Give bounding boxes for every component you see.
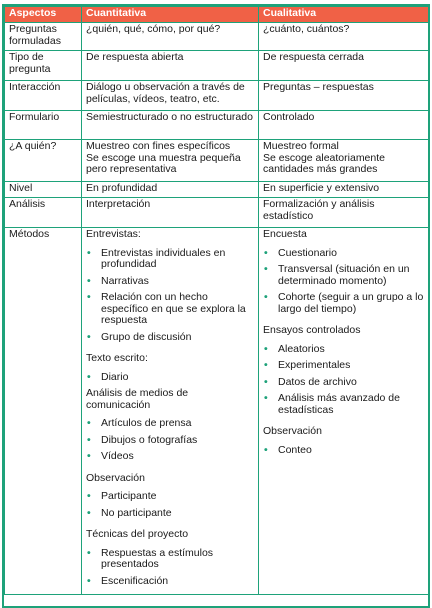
list-item: • Respuestas a estímulos presentados	[87, 546, 214, 570]
bullet-list	[86, 548, 254, 588]
table-row	[5, 198, 429, 228]
section-heading: Ensayos controlados	[263, 324, 361, 336]
list-item: • Transversal (situación en un determinado momento)	[264, 263, 410, 287]
table-row	[5, 23, 429, 51]
list-item: • Escenificación	[87, 574, 169, 587]
list-item: • Datos de archivo	[264, 375, 357, 388]
bullet-icon: •	[264, 392, 268, 404]
bullet-list	[86, 418, 254, 463]
list-item: • Análisis más avanzado de estadísticas	[264, 392, 400, 416]
cell-cualitativa: Controlado	[259, 111, 429, 140]
table-row	[5, 140, 429, 182]
bullet-icon: •	[87, 417, 91, 429]
cell-cualitativa	[259, 140, 429, 182]
section-heading: Entrevistas:	[86, 228, 141, 240]
row-label: Formulario	[5, 111, 82, 140]
cell-cualitativa: En superficie y extensivo	[259, 182, 429, 198]
cell-cualitativa: Preguntas – respuestas	[259, 81, 429, 111]
list-item: • No participante	[87, 506, 172, 519]
bullet-icon: •	[87, 246, 91, 259]
row-label: Interacción	[5, 81, 82, 111]
bullet-list	[263, 445, 424, 457]
table-row	[5, 182, 429, 198]
bullet-icon: •	[264, 443, 268, 456]
bullet-list	[86, 248, 254, 344]
bullet-icon: •	[87, 291, 91, 303]
comparison-table	[4, 6, 429, 595]
header-cualitativa: Cualitativa	[259, 7, 429, 23]
cell-cualitativa: Formalización y análisis estadístico	[259, 198, 429, 228]
header-cuantitativa: Cuantitativa	[82, 7, 259, 23]
row-label: ¿A quién?	[5, 140, 82, 182]
list-item: • Entrevistas individuales en profundidad	[87, 246, 226, 270]
bullet-icon: •	[264, 291, 268, 303]
section-heading: Observación	[86, 471, 145, 484]
list-item: • Vídeos	[87, 450, 134, 462]
cell-text: Se escoge aleatoriamente cantidades más grandes	[263, 151, 385, 175]
cell-cuantitativa	[82, 140, 259, 182]
row-label: Análisis	[5, 198, 82, 228]
list-item: • Experimentales	[264, 359, 351, 371]
bullet-icon: •	[264, 342, 268, 355]
row-label: Preguntas formuladas	[5, 23, 82, 51]
cell-cuantitativa: Semiestructurado o no estructurado	[82, 111, 259, 140]
cell-cuantitativa	[82, 228, 259, 595]
table-row	[5, 228, 429, 595]
table-header-row	[5, 7, 429, 23]
list-item: • Narrativas	[87, 274, 149, 287]
cell-cuantitativa: ¿quién, qué, cómo, por qué?	[82, 23, 259, 51]
cell-cuantitativa: De respuesta abierta	[82, 51, 259, 81]
bullet-icon: •	[264, 359, 268, 371]
bullet-list	[86, 491, 254, 519]
bullet-list	[263, 344, 424, 417]
bullet-icon: •	[264, 246, 268, 259]
cell-cualitativa: ¿cuánto, cuántos?	[259, 23, 429, 51]
list-item: • Diario	[87, 370, 129, 383]
bullet-icon: •	[87, 433, 91, 446]
header-aspectos: Aspectos	[5, 7, 82, 23]
bullet-icon: •	[87, 370, 91, 383]
cell-text: Muestreo con fines específicos	[86, 140, 231, 152]
bullet-icon: •	[87, 546, 91, 559]
section-heading: Observación	[263, 425, 322, 437]
cell-cuantitativa: En profundidad	[82, 182, 259, 198]
list-item: • Cohorte (seguir a un grupo a lo largo del tiempo)	[264, 291, 424, 315]
cell-cuantitativa: Interpretación	[82, 198, 259, 228]
row-label: Métodos	[5, 228, 82, 595]
table-row	[5, 111, 429, 140]
list-item: • Aleatorios	[264, 342, 325, 355]
bullet-list	[86, 372, 254, 384]
bullet-icon: •	[87, 574, 91, 587]
cell-cualitativa	[259, 228, 429, 595]
comparison-table-frame	[2, 4, 430, 608]
section-heading: Encuesta	[263, 228, 307, 240]
section-heading: Texto escrito:	[86, 352, 148, 364]
cell-cuantitativa: Diálogo u observación a través de películas, vídeos, teatro, etc.	[82, 81, 259, 111]
list-item: • Dibujos o fotografías	[87, 433, 198, 446]
bullet-list	[263, 248, 424, 316]
list-item: • Cuestionario	[264, 246, 337, 259]
list-item: • Grupo de discusión	[87, 330, 192, 343]
table-row	[5, 51, 429, 81]
bullet-icon: •	[87, 450, 91, 462]
cell-text: Se escoge una muestra pequeña pero representativa	[86, 151, 241, 175]
table-row	[5, 81, 429, 111]
bullet-icon: •	[87, 330, 91, 343]
row-label: Tipo de pregunta	[5, 51, 82, 81]
cell-cualitativa: De respuesta cerrada	[259, 51, 429, 81]
list-item: • Relación con un hecho específico en que se explora la respuesta	[87, 291, 246, 326]
cell-text: Muestreo formal	[263, 140, 339, 152]
bullet-icon: •	[264, 375, 268, 388]
list-item: • Artículos de prensa	[87, 417, 192, 429]
section-heading: Técnicas del proyecto	[86, 528, 189, 540]
bullet-icon: •	[87, 506, 91, 519]
bullet-icon: •	[264, 263, 268, 275]
row-label: Nivel	[5, 182, 82, 198]
section-heading: Análisis de medios de comunicación	[86, 387, 189, 411]
bullet-icon: •	[87, 490, 91, 502]
list-item: • Participante	[87, 490, 157, 502]
list-item: • Conteo	[264, 443, 312, 456]
bullet-icon: •	[87, 274, 91, 287]
